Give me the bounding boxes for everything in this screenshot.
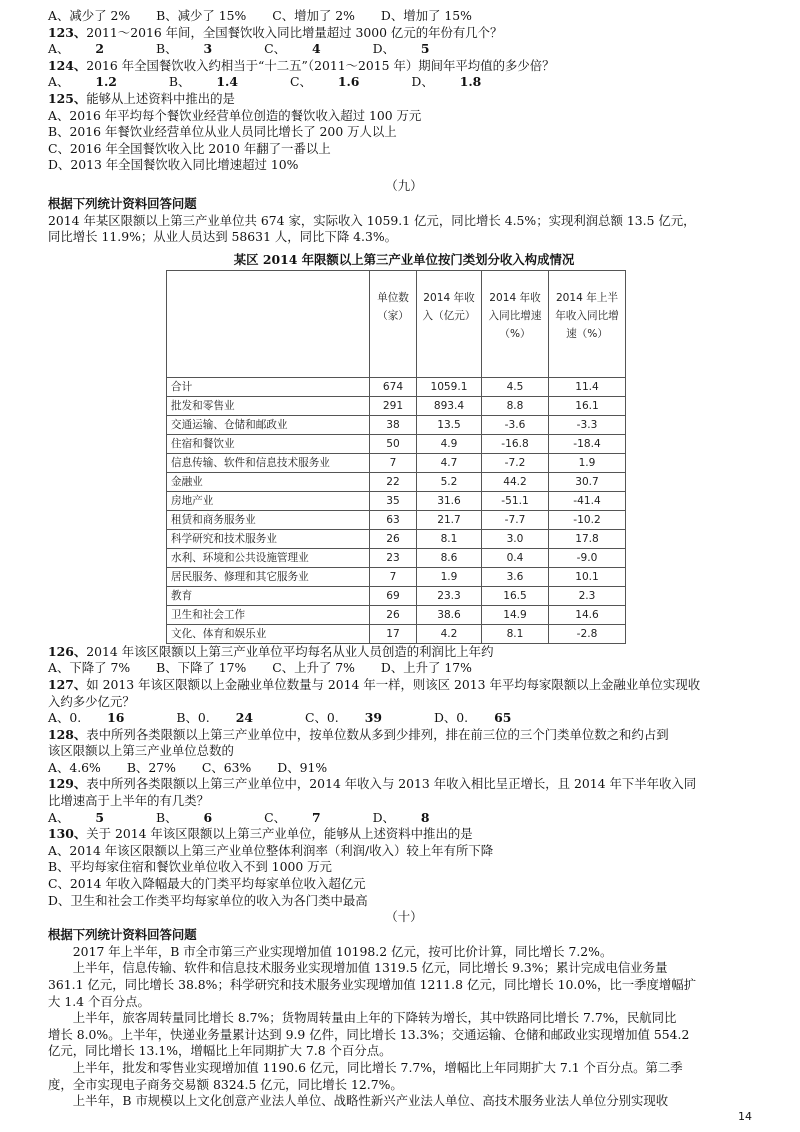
paragraph-cont: 亿元，同比增长 13.1%，增幅比上年同期扩大 7.8 个百分点。: [48, 1043, 392, 1059]
value-cell: 17: [370, 624, 417, 643]
value-cell: 31.6: [417, 491, 482, 510]
value-cell: 4.5: [482, 377, 549, 396]
value-cell: 16.1: [549, 396, 626, 415]
section-title: 根据下列统计资料回答问题: [48, 926, 197, 942]
table-row: [167, 567, 626, 586]
intro-text: 2014 年某区限额以上第三产业单位共 674 家，实际收入 1059.1 亿元，同比增长 4.5%；实现利润总额 13.5 亿元，: [48, 212, 696, 228]
data-table: [166, 270, 626, 644]
value-cell: 1.9: [417, 567, 482, 586]
value-cell: 674: [370, 377, 417, 396]
category-cell: 文化、体育和娱乐业: [167, 624, 370, 643]
option[interactable]: B、0. 24: [176, 710, 253, 726]
table-row: [167, 624, 626, 643]
category-cell: 交通运输、仓储和邮政业: [167, 415, 370, 434]
value-cell: -2.8: [549, 624, 626, 643]
q126-options: [48, 660, 760, 677]
value-cell: 23.3: [417, 586, 482, 605]
q124-options: [48, 74, 760, 91]
value-cell: 26: [370, 605, 417, 624]
category-cell: 金融业: [167, 472, 370, 491]
value-cell: 16.5: [482, 586, 549, 605]
q128-options: [48, 760, 760, 777]
option[interactable]: A、 1.2: [48, 74, 117, 90]
value-cell: 30.7: [549, 472, 626, 491]
option[interactable]: C、63%: [201, 759, 252, 775]
question-129-cont: 比增速高于上半年的有几类？: [48, 793, 210, 809]
question-130: 130、关于 2014 年该区限额以上第三产业单位，能够从上述资料中推出的是: [48, 826, 473, 842]
option[interactable]: A、2016 年平均每个餐饮业经营单位创造的餐饮收入超过 100 万元: [48, 107, 422, 123]
table-row: [167, 396, 626, 415]
option[interactable]: B、平均每家住宿和餐饮业单位收入不到 1000 万元: [48, 859, 332, 875]
option[interactable]: D、 1.8: [411, 74, 482, 90]
question-128-cont: 该区限额以上第三产业单位总数的: [48, 743, 234, 759]
option[interactable]: D、0. 65: [433, 710, 512, 726]
question-127: 127、如 2013 年该区限额以上金融业单位数量与 2014 年一样，则该区 2013 年平均每家限额以上金融业单位实现收: [48, 676, 701, 692]
value-cell: 3.6: [482, 567, 549, 586]
value-cell: -9.0: [549, 548, 626, 567]
value-cell: -51.1: [482, 491, 549, 510]
paragraph: 2017 年上半年，B 市全市第三产业实现增加值 10198.2 亿元，按可比价计算，同比增长 7.2%。: [72, 943, 613, 959]
value-cell: 8.1: [417, 529, 482, 548]
option[interactable]: B、 3: [155, 41, 213, 57]
question-123: 123、2011～2016 年间，全国餐饮收入同比增量超过 3000 亿元的年份有几个？: [48, 24, 503, 40]
question-126: 126、2014 年该区限额以上第三产业单位平均每名从业人员创造的利润比上年约: [48, 643, 494, 659]
table-row: [167, 377, 626, 396]
option[interactable]: D、 5: [372, 41, 430, 57]
question-127-cont: 入约多少亿元？: [48, 693, 135, 709]
value-cell: 14.6: [549, 605, 626, 624]
value-cell: 5.2: [417, 472, 482, 491]
value-cell: -16.8: [482, 434, 549, 453]
table-header-row: [167, 270, 626, 377]
question-124: 124、2016 年全国餐饮收入约相当于“十二五”（2011～2015 年）期间年平均值的多少倍？: [48, 57, 555, 73]
section-title: 根据下列统计资料回答问题: [48, 195, 197, 211]
header-cell: 2014 年收入（亿元）: [417, 270, 482, 377]
option[interactable]: D、2013 年全国餐饮收入同比增速超过 10%: [48, 157, 299, 173]
option[interactable]: C、 4: [264, 41, 321, 57]
option[interactable]: A、2014 年该区限额以上第三产业单位整体利润率（利润/收入）较上年有所下降: [48, 842, 494, 858]
value-cell: -18.4: [549, 434, 626, 453]
document-page: [48, 8, 760, 1110]
table-row: [167, 605, 626, 624]
value-cell: 35: [370, 491, 417, 510]
option[interactable]: D、91%: [277, 759, 328, 775]
table-row: [167, 491, 626, 510]
option[interactable]: A、下降了 7%: [48, 660, 131, 676]
option[interactable]: D、增加了 15%: [380, 8, 472, 23]
option[interactable]: A、0. 16: [48, 710, 125, 726]
option[interactable]: C、2014 年收入降幅最大的门类平均每家单位收入超亿元: [48, 876, 366, 892]
value-cell: 13.5: [417, 415, 482, 434]
value-cell: 38: [370, 415, 417, 434]
value-cell: 1.9: [549, 453, 626, 472]
category-cell: 租赁和商务服务业: [167, 510, 370, 529]
q129-options: [48, 810, 760, 827]
value-cell: 4.2: [417, 624, 482, 643]
category-cell: 卫生和社会工作: [167, 605, 370, 624]
category-cell: 水利、环境和公共设施管理业: [167, 548, 370, 567]
option[interactable]: A、 5: [48, 809, 104, 825]
paragraph-cont: 度，全市实现电子商务交易额 8324.5 亿元，同比增长 12.7%。: [48, 1076, 403, 1092]
table-row: [167, 586, 626, 605]
page-number: 14: [738, 1110, 752, 1123]
category-cell: 批发和零售业: [167, 396, 370, 415]
option[interactable]: C、0. 39: [305, 710, 382, 726]
value-cell: 0.4: [482, 548, 549, 567]
option[interactable]: D、卫生和社会工作类平均每家单位的收入为各门类中最高: [48, 892, 368, 908]
value-cell: 26: [370, 529, 417, 548]
value-cell: 8.8: [482, 396, 549, 415]
category-cell: 教育: [167, 586, 370, 605]
value-cell: -7.2: [482, 453, 549, 472]
q122-options: [48, 8, 760, 25]
value-cell: 8.6: [417, 548, 482, 567]
value-cell: 21.7: [417, 510, 482, 529]
category-cell: 科学研究和技术服务业: [167, 529, 370, 548]
value-cell: 63: [370, 510, 417, 529]
q127-options: [48, 710, 760, 727]
option[interactable]: C、 1.6: [289, 74, 360, 90]
value-cell: 4.9: [417, 434, 482, 453]
option[interactable]: C、2016 年全国餐饮收入比 2010 年翻了一番以上: [48, 140, 331, 156]
option[interactable]: A、 2: [48, 41, 104, 57]
value-cell: 7: [370, 567, 417, 586]
value-cell: 14.9: [482, 605, 549, 624]
header-cell: 2014 年收入同比增速（%）: [482, 270, 549, 377]
q123-options: [48, 41, 760, 58]
value-cell: -3.6: [482, 415, 549, 434]
question-129: 129、表中所列各类限额以上第三产业单位中，2014 年收入与 2013 年收入相比呈正增长，且 2014 年下半年收入同: [48, 776, 697, 792]
paragraph-cont: 大 1.4 个百分点。: [48, 993, 150, 1009]
value-cell: 291: [370, 396, 417, 415]
paragraph-cont: 361.1 亿元，同比增长 38.8%；科学研究和技术服务业实现增加值 1211.8 亿元，同比增长 10.0%，比一季度增幅扩: [48, 977, 697, 992]
value-cell: 2.3: [549, 586, 626, 605]
header-cell: [167, 270, 370, 377]
table-row: [167, 529, 626, 548]
table-row: [167, 434, 626, 453]
category-cell: 居民服务、修理和其它服务业: [167, 567, 370, 586]
value-cell: -7.7: [482, 510, 549, 529]
option[interactable]: C、上升了 7%: [272, 660, 355, 676]
paragraph: 上半年，B 市规模以上文化创意产业法人单位、战略性新兴产业法人单位、高技术服务业法人单位分别实现收: [72, 1093, 669, 1109]
value-cell: -10.2: [549, 510, 626, 529]
option[interactable]: B、 1.4: [168, 74, 238, 90]
table-row: [167, 472, 626, 491]
value-cell: 69: [370, 586, 417, 605]
option[interactable]: A、4.6%: [48, 759, 101, 775]
paragraph: 上半年，批发和零售业实现增加值 1190.6 亿元，同比增长 7.7%，增幅比上年同期扩大 7.1 个百分点。第二季: [72, 1059, 683, 1075]
category-cell: 合计: [167, 377, 370, 396]
option[interactable]: B、 6: [155, 809, 213, 825]
paragraph: 上半年，旅客周转量同比增长 8.7%；货物周转量由上年的下降转为增长，其中铁路同比增长 7.7%，民航同比: [72, 1010, 677, 1026]
value-cell: 10.1: [549, 567, 626, 586]
option[interactable]: C、 7: [264, 809, 321, 825]
intro-text: 同比增长 11.9%；从业人员达到 58631 人，同比下降 4.3%。: [48, 229, 398, 245]
option[interactable]: B、2016 年餐饮业经营单位从业人员同比增长了 200 万人以上: [48, 124, 397, 140]
category-cell: 住宿和餐饮业: [167, 434, 370, 453]
value-cell: 17.8: [549, 529, 626, 548]
value-cell: 38.6: [417, 605, 482, 624]
table-title: 某区 2014 年限额以上第三产业单位按门类划分收入构成情况: [233, 251, 575, 267]
value-cell: 44.2: [482, 472, 549, 491]
option[interactable]: D、上升了 17%: [380, 660, 472, 676]
paragraph: 上半年，信息传输、软件和信息技术服务业实现增加值 1319.5 亿元，同比增长 9.3%；累计完成电信业务量: [72, 960, 668, 976]
category-cell: 信息传输、软件和信息技术服务业: [167, 453, 370, 472]
paragraph-cont: 增长 8.0%。上半年，快递业务量累计达到 9.9 亿件，同比增长 13.3%；交通运输、仓储和邮政业实现增加值 554.2: [48, 1026, 690, 1042]
option[interactable]: B、减少了 15%: [156, 8, 247, 23]
value-cell: 11.4: [549, 377, 626, 396]
value-cell: 50: [370, 434, 417, 453]
option[interactable]: B、下降了 17%: [156, 660, 247, 676]
value-cell: 23: [370, 548, 417, 567]
value-cell: 893.4: [417, 396, 482, 415]
header-cell: 2014 年上半年收入同比增速（%）: [549, 270, 626, 377]
section-mark: （九）: [385, 177, 423, 193]
section-mark: （十）: [385, 909, 423, 925]
value-cell: 8.1: [482, 624, 549, 643]
question-128: 128、表中所列各类限额以上第三产业单位中，按单位数从多到少排列，排在前三位的三个门类单位数之和约占到: [48, 726, 669, 742]
header-cell: 单位数（家）: [370, 270, 417, 377]
value-cell: -3.3: [549, 415, 626, 434]
category-cell: 房地产业: [167, 491, 370, 510]
value-cell: -41.4: [549, 491, 626, 510]
value-cell: 1059.1: [417, 377, 482, 396]
table-row: [167, 415, 626, 434]
table-row: [167, 453, 626, 472]
option[interactable]: D、 8: [372, 809, 430, 825]
value-cell: 7: [370, 453, 417, 472]
value-cell: 22: [370, 472, 417, 491]
value-cell: 4.7: [417, 453, 482, 472]
table-row: [167, 548, 626, 567]
table-row: [167, 510, 626, 529]
value-cell: 3.0: [482, 529, 549, 548]
option[interactable]: C、增加了 2%: [272, 8, 355, 23]
option[interactable]: A、减少了 2%: [48, 8, 131, 23]
option[interactable]: B、27%: [126, 759, 176, 775]
question-125: 125、能够从上述资料中推出的是: [48, 90, 235, 106]
